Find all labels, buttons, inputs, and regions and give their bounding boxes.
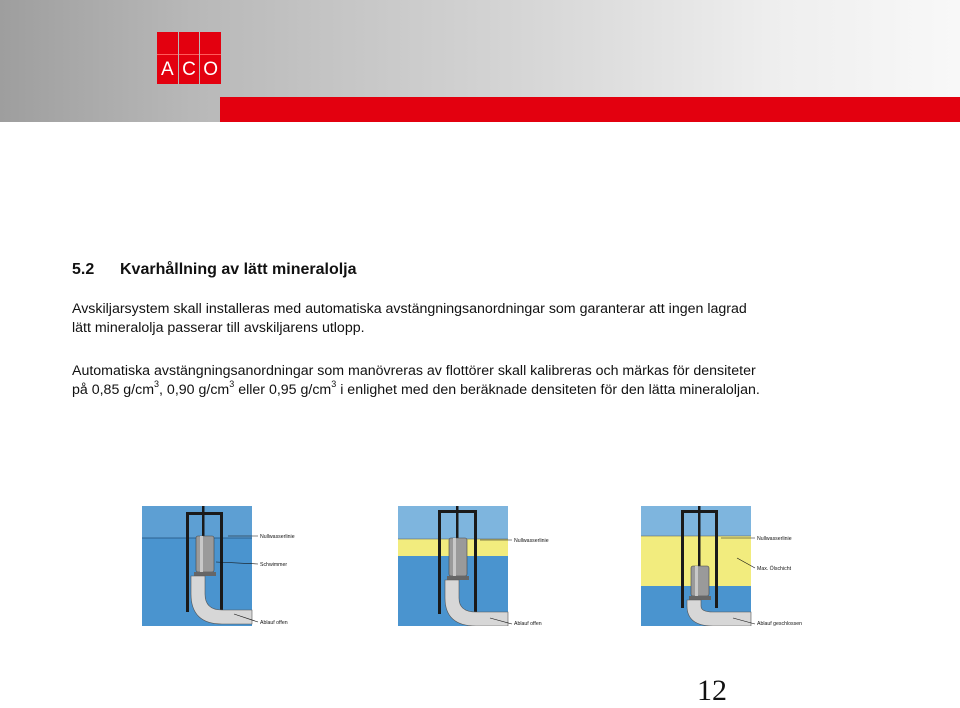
diagram-label: Ablauf offen — [260, 620, 288, 626]
logo-letter: C — [182, 59, 196, 80]
paragraph-1 — [72, 300, 902, 338]
paragraph-2 — [72, 362, 902, 400]
separator-diagram-2 — [398, 506, 580, 626]
logo-letter: A — [160, 59, 174, 80]
separator-diagram-3 — [641, 506, 823, 626]
diagram-label: Ablauf geschlossen — [757, 621, 802, 626]
diagram-label: Nullwasserlinie — [757, 536, 792, 542]
separator-diagram-1 — [142, 506, 324, 626]
header-red-bar — [220, 97, 960, 122]
logo-cell — [200, 32, 221, 84]
page-number: 12 — [697, 674, 727, 707]
section-number: 5.2 — [72, 261, 95, 278]
diagram-label: Nullwasserlinie — [514, 538, 549, 544]
diagram-label: Ablauf offen — [514, 621, 542, 626]
section-title: Kvarhållning av lätt mineralolja — [120, 261, 357, 278]
paragraph-line: lätt mineralolja passerar till avskiljarens utlopp. — [72, 320, 365, 336]
paragraph-line: på 0,85 $g/cm^3$, 0,90 $g/cm^3$ eller 0,95 $g/cm^3$ i enlighet med den beräknade densiteten för den lätta mineraloljan. — [72, 379, 760, 398]
paragraph-line: Automatiska avstängningsanordningar som manövreras av flottörer skall kalibreras och märkas för densiteter — [72, 363, 756, 379]
diagram-label: Nullwasserlinie — [260, 534, 295, 540]
diagram-label: Schwimmer — [260, 562, 288, 568]
aco-logo — [157, 32, 221, 84]
logo-letter: O — [203, 59, 219, 80]
diagram-label: Max. Ölschicht — [757, 566, 792, 572]
logo-cell — [157, 32, 178, 84]
paragraph-line: Avskiljarsystem skall installeras med automatiska avstängningsanordningar som garanterar att ingen lagrad — [72, 301, 747, 317]
logo-cell — [179, 32, 200, 84]
